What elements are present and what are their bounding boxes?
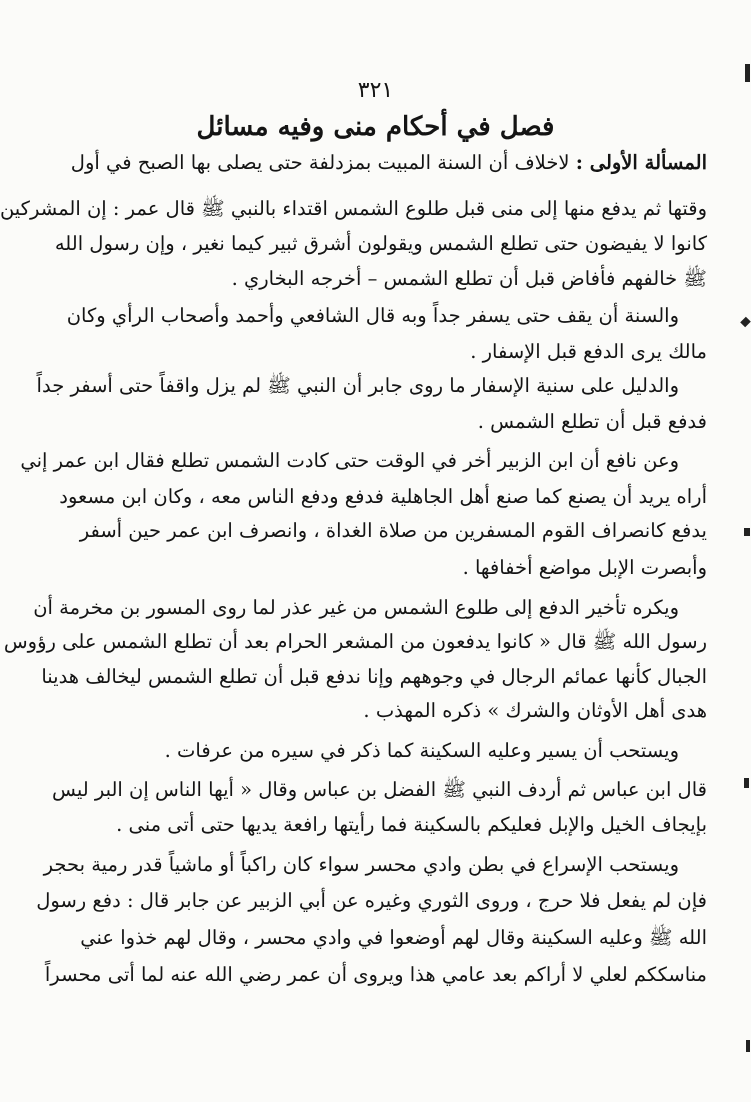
text-line-20: ويستحب الإسراع في بطن وادي محسر سواء كان راكباً أو ماشياً قدر رمية بحجر bbox=[43, 853, 679, 876]
issue-heading: المسألة الأولى : bbox=[575, 151, 707, 174]
text-line-11: يدفع كانصراف القوم المسفرين من صلاة الغداة ، وانصرف ابن عمر حين أسفر bbox=[79, 519, 707, 542]
scan-edge-mark bbox=[745, 64, 750, 82]
text-line-23: مناسككم لعلي لا أراكم بعد عامي هذا ويروى أن عمر رضي الله عنه لما أتى محسراً bbox=[44, 963, 707, 986]
text-line-17: ويستحب أن يسير وعليه السكينة كما ذكر في سيره من عرفات . bbox=[164, 739, 679, 762]
text-line-13: ويكره تأخير الدفع إلى طلوع الشمس من غير عذر لما روى المسور بن مخرمة أن bbox=[33, 596, 679, 619]
line-text: لاخلاف أن السنة المبيت بمزدلفة حتى يصلى بها الصبح في أول bbox=[70, 151, 570, 174]
text-line-16: هدى أهل الأوثان والشرك » ذكره المهذب . bbox=[363, 699, 707, 722]
text-line-5: والسنة أن يقف حتى يسفر جداً وبه قال الشافعي وأحمد وأصحاب الرأي وكان bbox=[66, 304, 679, 327]
text-line-14: رسول الله ﷺ قال « كانوا يدفعون من المشعر الحرام بعد أن تطلع الشمس على رؤوس bbox=[3, 630, 707, 653]
text-line-2: وقتها ثم يدفع منها إلى منى قبل طلوع الشمس اقتداء بالنبي ﷺ قال عمر : إن المشركين bbox=[0, 197, 707, 220]
text-line-22: الله ﷺ وعليه السكينة وقال لهم أوضعوا في وادي محسر ، وقال لهم خذوا عني bbox=[80, 926, 707, 949]
text-line-8: فدفع قبل أن تطلع الشمس . bbox=[477, 410, 707, 433]
text-line-7: والدليل على سنية الإسفار ما روى جابر أن النبي ﷺ لم يزل واقفاً حتى أسفر جداً bbox=[36, 374, 679, 397]
text-line-19: بإيجاف الخيل والإبل فعليكم بالسكينة فما رأيتها رافعة يديها حتى أتى منى . bbox=[116, 813, 707, 836]
text-line-12: وأبصرت الإبل مواضع أخفافها . bbox=[462, 556, 707, 579]
text-line-9: وعن نافع أن ابن الزبير أخر في الوقت حتى كادت الشمس تطلع فقال ابن عمر إني bbox=[20, 449, 679, 472]
scan-edge-mark bbox=[746, 1040, 750, 1052]
scan-edge-mark bbox=[744, 778, 749, 788]
text-line-10: أراه يريد أن يصنع كما صنع أهل الجاهلية فدفع ودفع الناس معه ، وكان ابن مسعود bbox=[59, 485, 707, 508]
text-line-4: ﷺ خالفهم فأفاض قبل أن تطلع الشمس – أخرجه البخاري . bbox=[231, 267, 707, 290]
text-line-6: مالك يرى الدفع قبل الإسفار . bbox=[470, 340, 707, 363]
text-line-1 bbox=[42, 148, 707, 178]
text-line-3: كانوا لا يفيضون حتى تطلع الشمس ويقولون أشرق ثبير كيما نغير ، وإن رسول الله bbox=[54, 232, 707, 255]
scan-edge-mark bbox=[744, 528, 750, 536]
chapter-title: فصل في أحكام منى وفيه مسائل bbox=[196, 112, 555, 142]
text-line-18: قال ابن عباس ثم أردف النبي ﷺ الفضل بن عباس وقال « أيها الناس إن البر ليس bbox=[51, 778, 707, 801]
text-line-15: الجبال كأنها عمائم الرجال في وجوههم وإنا ندفع قبل أن تطلع الشمس ليخالف هدينا bbox=[41, 665, 707, 688]
page-number: ٣٢١ bbox=[357, 78, 394, 103]
text-line-21: فإن لم يفعل فلا حرج ، وروى الثوري وغيره عن أبي الزبير عن جابر قال : دفع رسول bbox=[36, 889, 707, 912]
scan-edge-mark bbox=[740, 317, 751, 328]
